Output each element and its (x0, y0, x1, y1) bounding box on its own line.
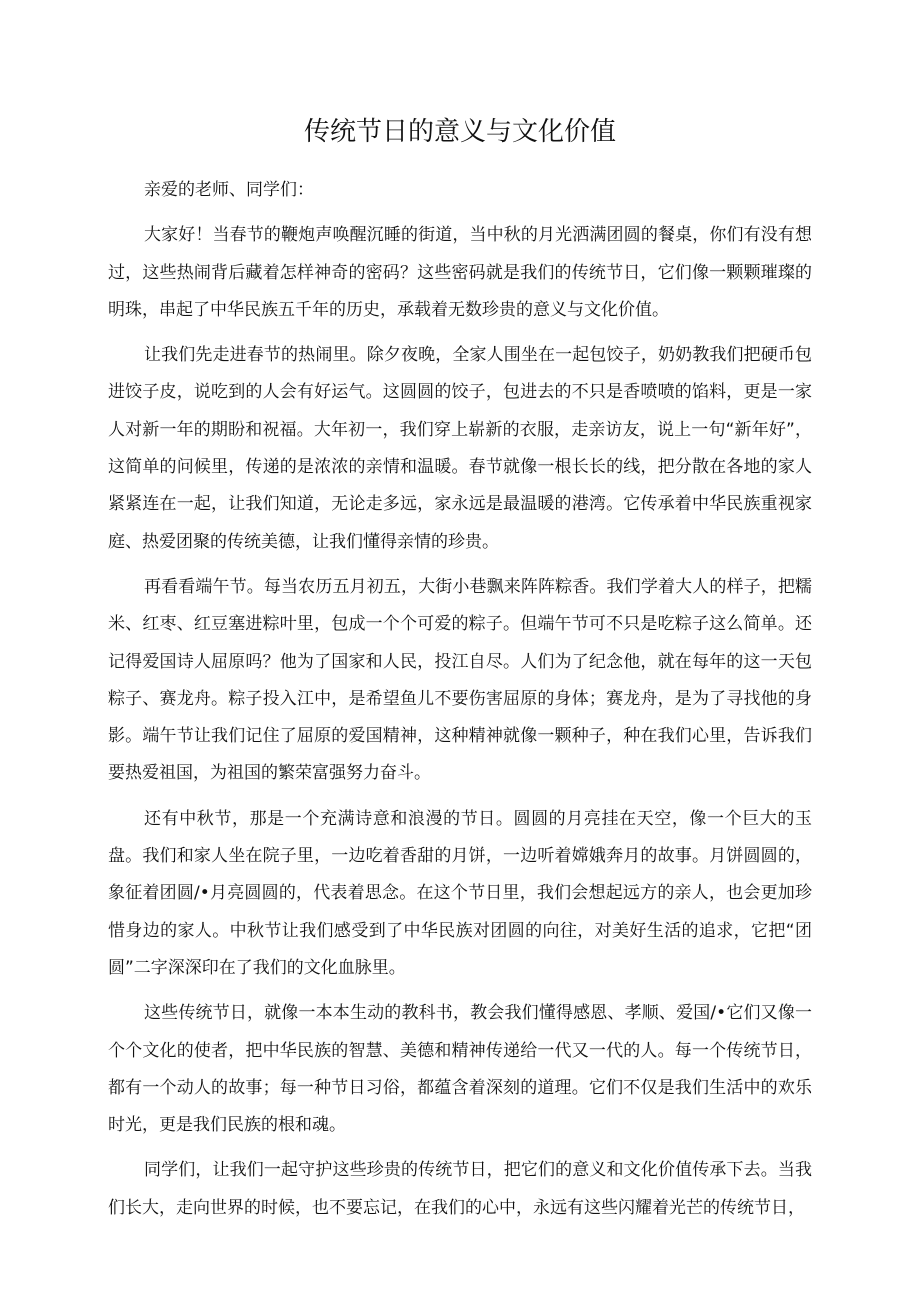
paragraph-greeting: 亲爱的老师、同学们： (144, 180, 314, 200)
document-body (108, 172, 812, 1235)
page-title: 传统节日的意义与文化价值 (303, 117, 616, 147)
paragraph-festival-meaning: 这些传统节日，就像一本本生动的教科书，教会我们懂得感恩、孝顺、爱国/•它们又像一个个文化的使者，把中华民族的智慧、美德和精神传递给一代又一代的人。每一个传统节日，都有一个动人的故事；每一种节日习俗，都蕴含着深刻的道理。它们不仅是我们生活中的欢乐时光，更是我们民族的根和魂。 (108, 1003, 812, 1136)
paragraph-spring-festival: 让我们先走进春节的热闹里。除夕夜晚，全家人围坐在一起包饺子，奶奶教我们把硬币包进饺子皮，说吃到的人会有好运气。这圆圆的饺子，包进去的不只是香喷喷的馅料，更是一家人对新一年的期盼和祝福。大年初一，我们穿上崭新的衣服，走亲访友，说上一句“新年好”，这简单的问候里，传递的是浓浓的亲情和温暖。春节就像一根长长的线，把分散在各地的家人紧紧连在一起，让我们知道，无论走多远，家永远是最温暖的港湾。它传承着中华民族重视家庭、热爱团聚的传统美德，让我们懂得亲情的珍贵。 (108, 345, 812, 552)
paragraph-intro: 大家好！当春节的鞭炮声唤醒沉睡的街道，当中秋的月光洒满团圆的餐桌，你们有没有想过，这些热闹背后藏着怎样神奇的密码？这些密码就是我们的传统节日，它们像一颗颗璀璨的明珠，串起了中华民族五千年的历史，承载着无数珍贵的意义与文化价值。 (108, 225, 812, 320)
paragraph-dragon-boat-festival: 再看看端午节。每当农历五月初五，大街小巷飘来阵阵粽香。我们学着大人的样子，把糯米、红枣、红豆塞进粽叶里，包成一个个可爱的粽子。但端午节可不只是吃粽子这么简单。还记得爱国诗人屈原吗？他为了国家和人民，投江自尽。人们为了纪念他，就在每年的这一天包粽子、赛龙舟。粽子投入江中，是希望鱼儿不要伤害屈原的身体；赛龙舟，是为了寻找他的身影。端午节让我们记住了屈原的爱国精神，这种精神就像一颗种子，种在我们心里，告诉我们要热爱祖国，为祖国的繁荣富强努力奋斗。 (108, 576, 812, 784)
paragraph-mid-autumn-festival: 还有中秋节，那是一个充满诗意和浪漫的节日。圆圆的月亮挂在天空，像一个巨大的玉盘。我们和家人坐在院子里，一边吃着香甜的月饼，一边听着嫦娥奔月的故事。月饼圆圆的，象征着团圆/•月亮圆圆的，代表着思念。在这个节日里，我们会想起远方的亲人，也会更加珍惜身边的家人。中秋节让我们感受到了中华民族对团圆的向往，对美好生活的追求，它把“团圆”二字深深印在了我们的文化血脉里。 (108, 808, 812, 978)
paragraph-call-to-action: 同学们，让我们一起守护这些珍贵的传统节日，把它们的意义和文化价值传承下去。当我们长大，走向世界的时候，也不要忘记，在我们的心中，永远有这些闪耀着光芒的传统节日， (108, 1160, 812, 1218)
